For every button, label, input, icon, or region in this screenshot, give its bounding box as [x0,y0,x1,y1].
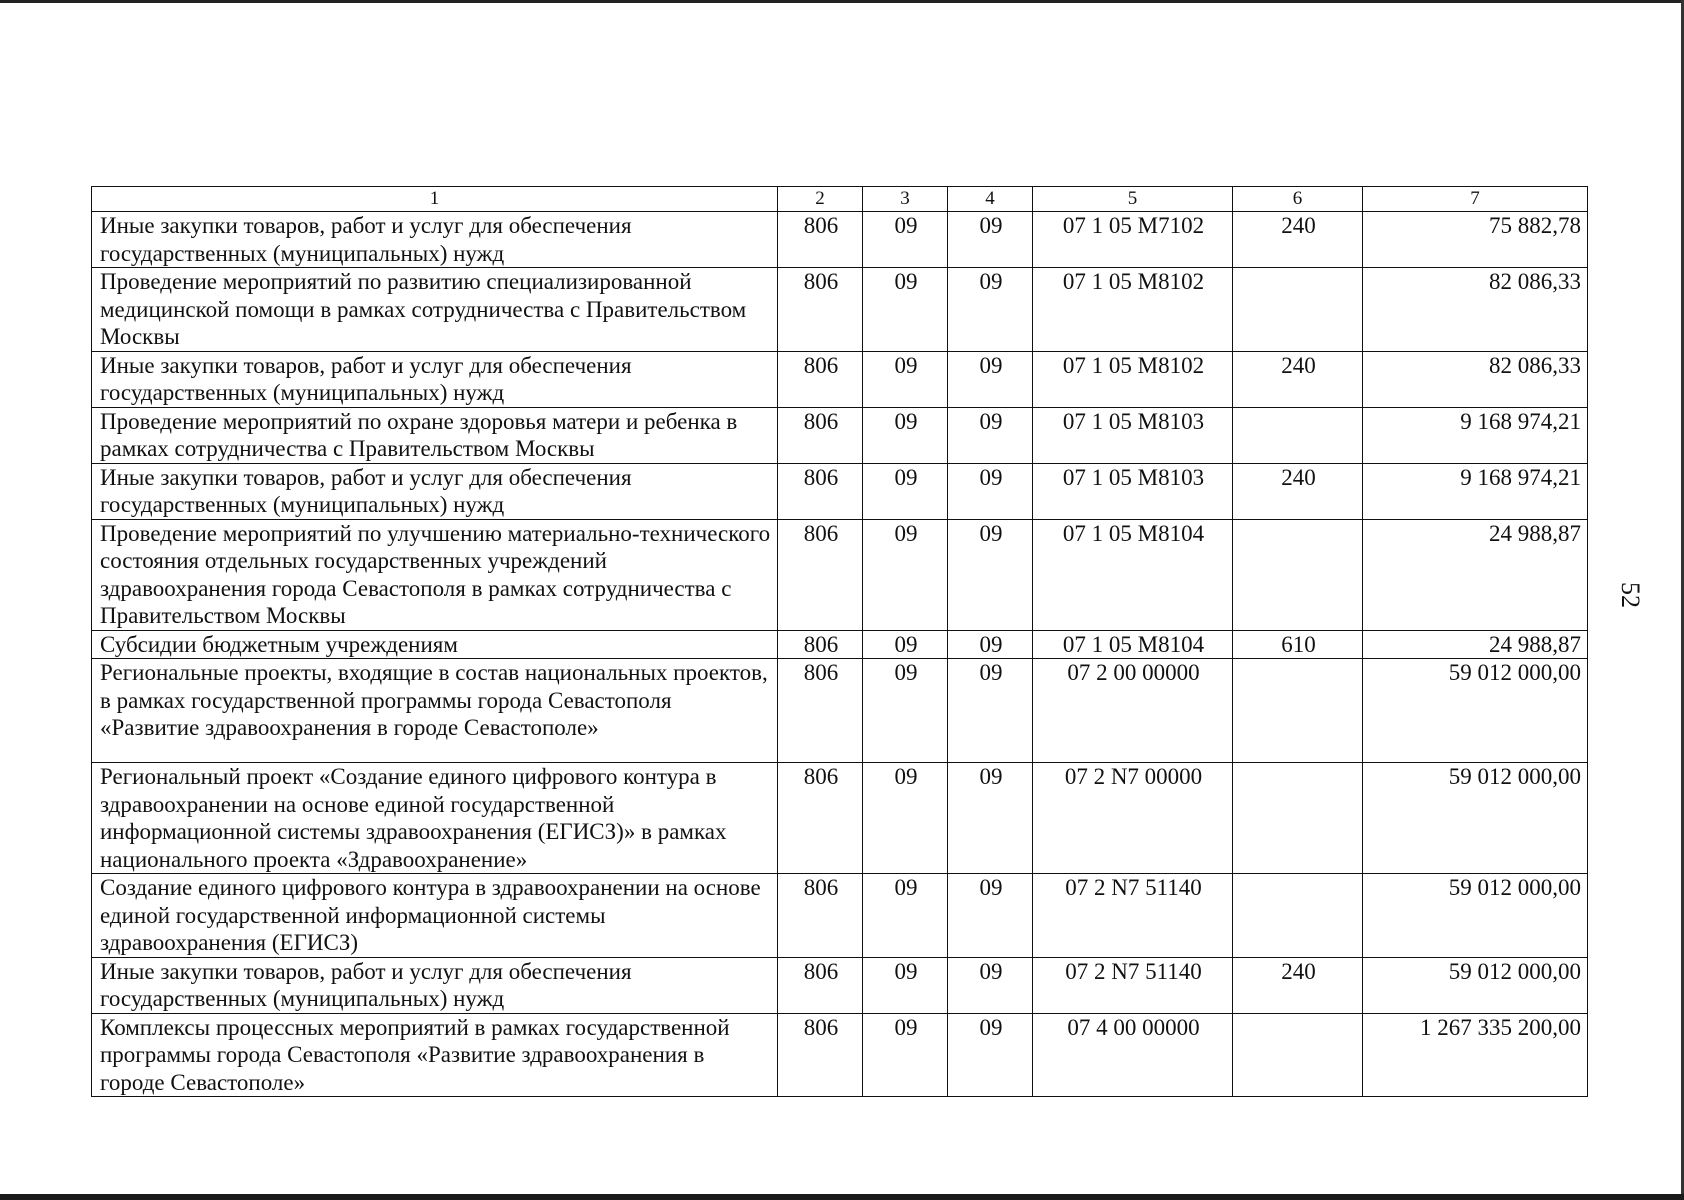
table-header-row [92,187,1588,212]
cell-sum: 82 086,33 [1363,351,1588,407]
cell-vr: 240 [1233,463,1363,519]
table-row [92,874,1588,958]
cell-name: Субсидии бюджетным учреждениям [92,630,778,659]
cell-sum: 59 012 000,00 [1363,763,1588,874]
cell-rz: 09 [863,763,948,874]
header-col-7: 7 [1363,187,1588,212]
table-row [92,268,1588,352]
cell-name: Проведение мероприятий по развитию специализированной медицинской помощи в рамках сотрудничества с Правительством Москвы [92,268,778,352]
cell-csr: 07 1 05 M8102 [1033,351,1233,407]
cell-sum: 59 012 000,00 [1363,957,1588,1013]
cell-rz: 09 [863,407,948,463]
table-row [92,1013,1588,1097]
cell-pr: 09 [948,1013,1033,1097]
cell-csr: 07 1 05 M8102 [1033,268,1233,352]
cell-name: Иные закупки товаров, работ и услуг для обеспечения государственных (муниципальных) нужд [92,351,778,407]
cell-rz: 09 [863,1013,948,1097]
cell-csr: 07 1 05 M7102 [1033,212,1233,268]
cell-name: Иные закупки товаров, работ и услуг для обеспечения государственных (муниципальных) нужд [92,957,778,1013]
budget-table [91,186,1588,1097]
cell-name: Проведение мероприятий по улучшению материально-технического состояния отдельных государственных учреждений здравоохранения города Севастополя в рамках сотрудничества с Правительством Москвы [92,519,778,630]
cell-rz: 09 [863,874,948,958]
cell-name: Иные закупки товаров, работ и услуг для обеспечения государственных (муниципальных) нужд [92,212,778,268]
cell-pr: 09 [948,212,1033,268]
cell-pr: 09 [948,519,1033,630]
header-col-6: 6 [1233,187,1363,212]
cell-ved: 806 [778,763,863,874]
scan-edge-top [0,0,1684,3]
cell-rz: 09 [863,957,948,1013]
cell-rz: 09 [863,519,948,630]
cell-vr: 240 [1233,351,1363,407]
cell-ved: 806 [778,212,863,268]
page-number: 52 [1616,582,1645,608]
cell-sum: 9 168 974,21 [1363,463,1588,519]
cell-csr: 07 2 N7 51140 [1033,874,1233,958]
cell-vr: 610 [1233,630,1363,659]
table-body [92,212,1588,1097]
cell-pr: 09 [948,268,1033,352]
cell-pr: 09 [948,351,1033,407]
cell-name: Региональные проекты, входящие в состав национальных проектов, в рамках государственной программы города Севастополя «Развитие здравоохранения в городе Севастополе» [92,659,778,763]
cell-ved: 806 [778,957,863,1013]
table-row [92,519,1588,630]
cell-name: Региональный проект «Создание единого цифрового контура в здравоохранении на основе единой государственной информационной системы здравоохранения (ЕГИСЗ)» в рамках национального проекта «Здравоохранение» [92,763,778,874]
cell-pr: 09 [948,957,1033,1013]
table-row [92,957,1588,1013]
cell-ved: 806 [778,351,863,407]
cell-pr: 09 [948,763,1033,874]
cell-sum: 1 267 335 200,00 [1363,1013,1588,1097]
cell-ved: 806 [778,268,863,352]
cell-name: Проведение мероприятий по охране здоровья матери и ребенка в рамках сотрудничества с Правительством Москвы [92,407,778,463]
cell-sum: 59 012 000,00 [1363,874,1588,958]
cell-sum: 75 882,78 [1363,212,1588,268]
cell-sum: 24 988,87 [1363,630,1588,659]
cell-csr: 07 1 05 M8103 [1033,407,1233,463]
table-row [92,351,1588,407]
cell-vr [1233,874,1363,958]
cell-ved: 806 [778,659,863,763]
cell-name: Комплексы процессных мероприятий в рамках государственной программы города Севастополя «Развитие здравоохранения в городе Севастополе» [92,1013,778,1097]
header-col-4: 4 [948,187,1033,212]
cell-vr [1233,1013,1363,1097]
scan-edge-bottom [0,1194,1684,1200]
cell-vr: 240 [1233,212,1363,268]
cell-rz: 09 [863,351,948,407]
cell-vr [1233,268,1363,352]
cell-sum: 24 988,87 [1363,519,1588,630]
cell-csr: 07 4 00 00000 [1033,1013,1233,1097]
cell-ved: 806 [778,874,863,958]
cell-name: Создание единого цифрового контура в здравоохранении на основе единой государственной информационной системы здравоохранения (ЕГИСЗ) [92,874,778,958]
table-row [92,630,1588,659]
table-row [92,659,1588,763]
cell-vr [1233,659,1363,763]
cell-csr: 07 1 05 M8103 [1033,463,1233,519]
header-col-2: 2 [778,187,863,212]
cell-vr [1233,519,1363,630]
cell-pr: 09 [948,874,1033,958]
table-row [92,463,1588,519]
table-row [92,763,1588,874]
cell-csr: 07 2 00 00000 [1033,659,1233,763]
header-col-5: 5 [1033,187,1233,212]
cell-vr: 240 [1233,957,1363,1013]
cell-pr: 09 [948,630,1033,659]
cell-pr: 09 [948,659,1033,763]
cell-ved: 806 [778,463,863,519]
cell-ved: 806 [778,519,863,630]
cell-ved: 806 [778,630,863,659]
cell-sum: 82 086,33 [1363,268,1588,352]
cell-rz: 09 [863,630,948,659]
cell-csr: 07 1 05 M8104 [1033,519,1233,630]
cell-sum: 9 168 974,21 [1363,407,1588,463]
cell-rz: 09 [863,659,948,763]
cell-sum: 59 012 000,00 [1363,659,1588,763]
cell-csr: 07 2 N7 51140 [1033,957,1233,1013]
cell-rz: 09 [863,463,948,519]
cell-rz: 09 [863,212,948,268]
cell-csr: 07 1 05 M8104 [1033,630,1233,659]
cell-pr: 09 [948,407,1033,463]
cell-ved: 806 [778,407,863,463]
table-row [92,407,1588,463]
table-row [92,212,1588,268]
cell-vr [1233,763,1363,874]
cell-vr [1233,407,1363,463]
cell-name: Иные закупки товаров, работ и услуг для обеспечения государственных (муниципальных) нужд [92,463,778,519]
header-col-3: 3 [863,187,948,212]
cell-rz: 09 [863,268,948,352]
cell-csr: 07 2 N7 00000 [1033,763,1233,874]
header-col-1: 1 [92,187,778,212]
cell-ved: 806 [778,1013,863,1097]
cell-pr: 09 [948,463,1033,519]
